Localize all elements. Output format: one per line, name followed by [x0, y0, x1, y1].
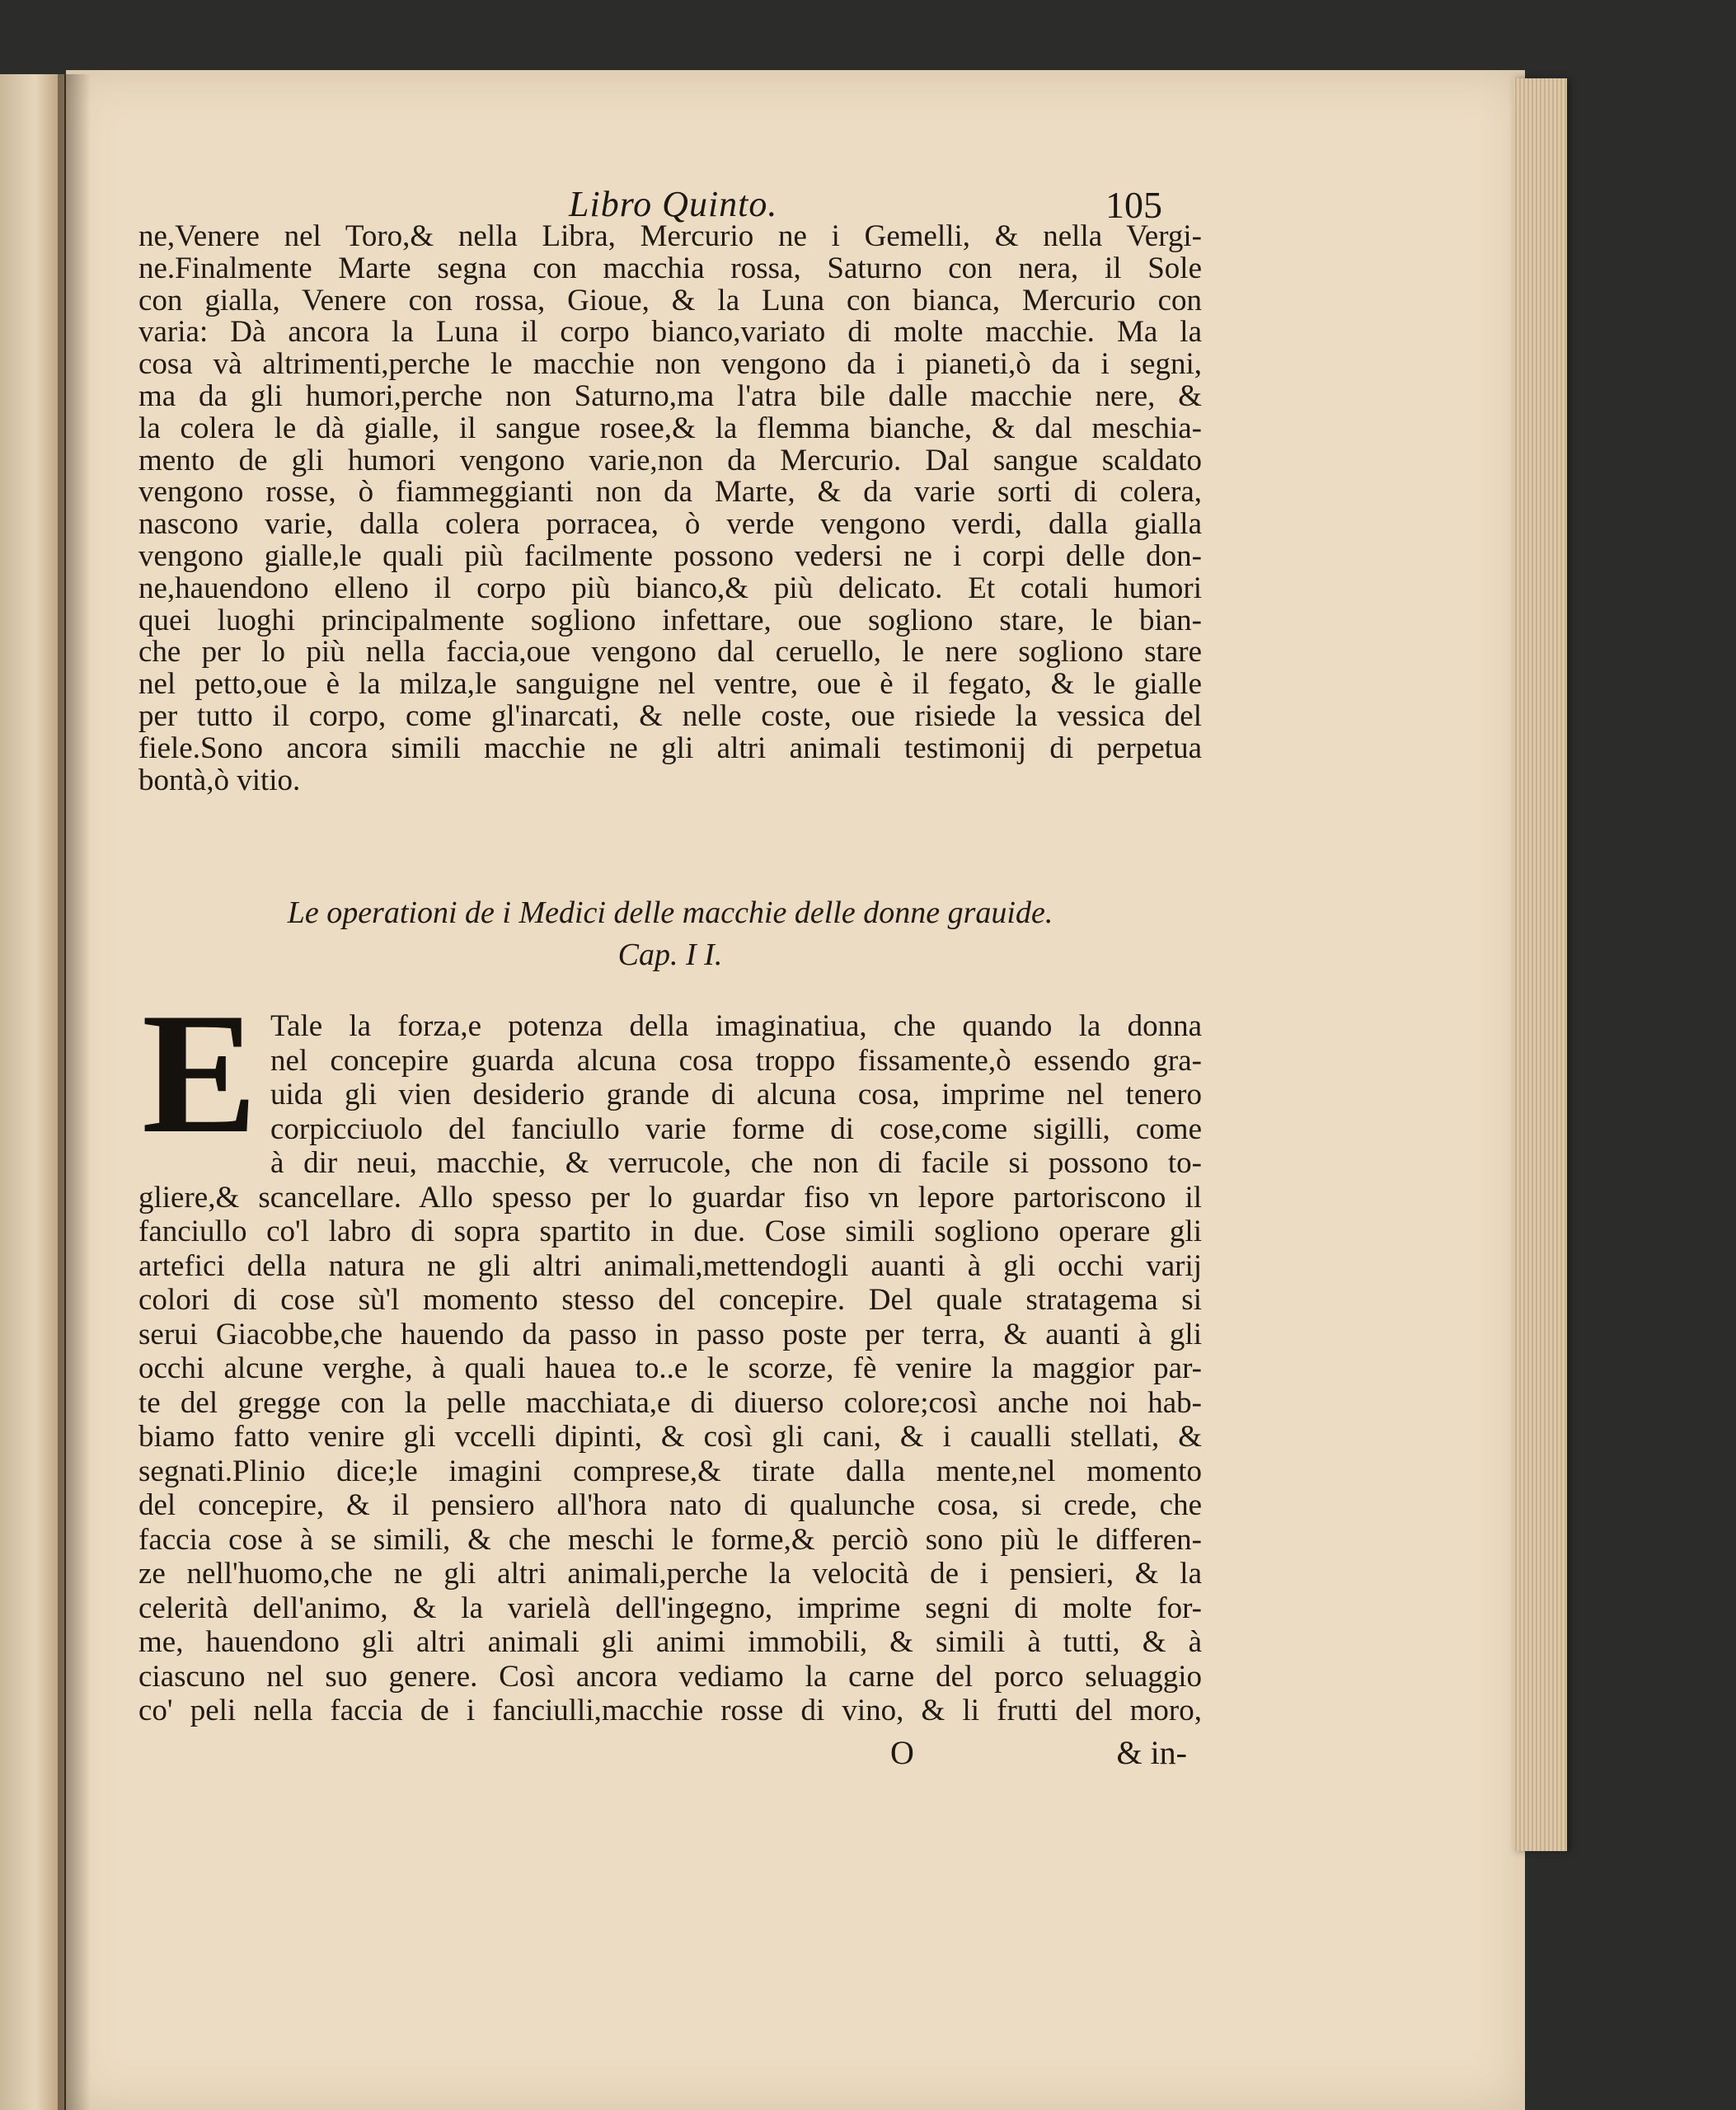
text-line: à dir neui, macchie, & verrucole, che non di facile si possono to-	[270, 1146, 1202, 1180]
paragraph-1	[138, 221, 1202, 797]
text-line: gliere,& scancellare. Allo spesso per lo guardar fiso vn lepore partoriscono il	[138, 1180, 1202, 1215]
running-title: Libro Quinto.	[569, 184, 778, 224]
text-line: ne,hauendono elleno il corpo più bianco,& più delicato. Et cotali humori	[138, 572, 1202, 605]
text-line: nel concepire guarda alcuna cosa troppo fissamente,ò essendo gra-	[270, 1043, 1202, 1078]
text-line: segnati.Plinio dice;le imagini comprese,& tirate dalla mente,nel momento	[138, 1454, 1202, 1488]
text-line: ne.Finalmente Marte segna con macchia rossa, Saturno con nera, il Sole	[138, 252, 1202, 285]
text-line: me, hauendono gli altri animali gli animi immobili, & simili à tutti, & à	[138, 1625, 1202, 1659]
text-line: fiele.Sono ancora simili macchie ne gli altri animali testimonij di perpetua	[138, 732, 1202, 765]
text-line: con gialla, Venere con rossa, Gioue, & la Luna con bianca, Mercurio con	[138, 284, 1202, 317]
text-line: te del gregge con la pelle macchiata,e di diuerso colore;così anche noi hab-	[138, 1385, 1202, 1420]
paragraph-2	[138, 978, 1202, 1728]
left-page-edge	[0, 74, 64, 2110]
text-line: biamo fatto venire gli vccelli dipinti, & così gli cani, & i caualli stellati, &	[138, 1420, 1202, 1454]
text-line: mento de gli humori vengono varie,non da Mercurio. Dal sangue scaldato	[138, 444, 1202, 477]
text-line: cosa và altrimenti,perche le macchie non vengono da i pianeti,ò da i segni,	[138, 349, 1202, 381]
text-line: vengono rosse, ò fiammeggianti non da Marte, & da varie sorti di colera,	[138, 477, 1202, 510]
chapter-title: Le operationi de i Medici delle macchie delle donne grauide.	[287, 895, 1053, 930]
catchword: & in-	[1116, 1734, 1187, 1771]
text-line: nascono varie, dalla colera porracea, ò verde vengono verdi, dalla gialla	[138, 509, 1202, 541]
chapter-number: Cap. I I.	[617, 938, 723, 972]
text-line: del concepire, & il pensiero all'hora nato di qualunche cosa, si crede, che	[138, 1488, 1202, 1522]
text-line: co' peli nella faccia de i fanciulli,macchie rosse di vino, & li frutti del moro,	[138, 1694, 1202, 1727]
text-line: occhi alcune verghe, à quali hauea to..e le scorze, fè venire la maggior par-	[138, 1351, 1202, 1385]
text-line: ne,Venere nel Toro,& nella Libra, Mercurio ne i Gemelli, & nella Vergi-	[138, 221, 1202, 253]
text-line: per tutto il corpo, come gl'inarcati, & nelle coste, oue risiede la vessica del	[138, 700, 1202, 733]
text-line: ze nell'huomo,che ne gli altri animali,perche la velocità de i pensieri, & la	[138, 1557, 1202, 1591]
text-line: che per lo più nella faccia,oue vengono dal ceruello, le nere sogliono stare	[138, 637, 1202, 670]
page-number: 105	[1105, 184, 1162, 226]
text-line: vengono gialle,le quali più facilmente possono vedersi ne i corpi delle don-	[138, 540, 1202, 573]
page-footer	[890, 1733, 1187, 1774]
text-line: artefici della natura ne gli altri animali,mettendogli auanti à gli occhi varij	[138, 1248, 1202, 1283]
text-line: serui Giacobbe,che hauendo da passo in passo poste per terra, & auanti à gli	[138, 1317, 1202, 1351]
text-line: colori di cose sù'l momento stesso del concepire. Del quale stratagema si	[138, 1283, 1202, 1317]
page-stack-edge	[1513, 78, 1567, 1851]
signature-mark: O	[890, 1734, 914, 1771]
text-line: Tale la forza,e potenza della imaginatiua, che quando la donna	[270, 1009, 1202, 1043]
text-line: la colera le dà gialle, il sangue rosee,& la flemma bianche, & dal meschia-	[138, 412, 1202, 445]
text-line: ciascuno nel suo genere. Così ancora vediamo la carne del porco seluaggio	[138, 1659, 1202, 1694]
text-line: ma da gli humori,perche non Saturno,ma l'atra bile dalle macchie nere, &	[138, 380, 1202, 413]
text-line: nel petto,oue è la milza,le sanguigne nel ventre, oue è il fegato, & le gialle	[138, 669, 1202, 701]
text-line: celerità dell'animo, & la varielà dell'ingegno, imprime segni di molte for-	[138, 1591, 1202, 1625]
drop-cap: E	[142, 978, 258, 1169]
text-line: quei luoghi principalmente sogliono infettare, oue sogliono stare, le bian-	[138, 604, 1202, 637]
spine-shadow	[58, 74, 91, 2110]
text-line: corpicciuolo del fanciullo varie forme di cose,come sigilli, come	[270, 1111, 1202, 1146]
text-line: bontà,ò vitio.	[138, 764, 301, 797]
text-line: faccia cose à se simili, & che meschi le forme,& perciò sono più le differen-	[138, 1522, 1202, 1557]
text-line: varia: Dà ancora la Luna il corpo bianco,variato di molte macchie. Ma la	[138, 317, 1202, 350]
text-line: fanciullo co'l labro di sopra spartito in due. Cose simili sogliono operare gli	[138, 1215, 1202, 1248]
text-line: uida gli vien desiderio grande di alcuna cosa, imprime nel tenero	[270, 1078, 1202, 1111]
